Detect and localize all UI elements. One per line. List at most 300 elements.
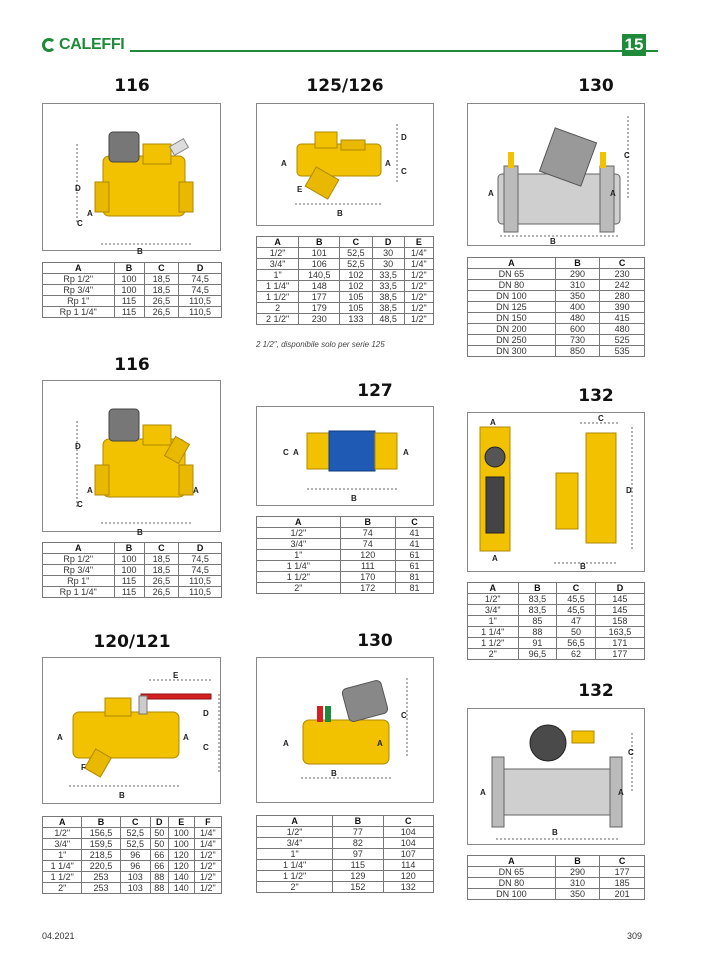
dim-label-e: E (173, 671, 179, 680)
table-row (43, 883, 222, 894)
dim-label-d: D (401, 133, 407, 142)
table-cell: 88 (150, 883, 168, 894)
logo-mark-icon (42, 38, 56, 52)
table-row (468, 346, 645, 357)
table-cell: Rp 1 1/4" (43, 587, 115, 598)
column-header: B (114, 543, 144, 554)
table-cell: 177 (299, 292, 340, 303)
table-cell: 45,5 (557, 605, 596, 616)
table-cell: 91 (518, 638, 557, 649)
product-title: 130 (578, 76, 614, 96)
dim-label-a: A (488, 189, 494, 198)
table-cell: DN 65 (468, 867, 556, 878)
table-cell: 730 (555, 335, 600, 346)
dim-label-d: D (75, 442, 81, 451)
column-header: C (144, 543, 179, 554)
dim-label-c: C (77, 219, 83, 228)
table-row (257, 528, 434, 539)
table-cell: 1/2" (194, 850, 221, 861)
column-header: D (595, 583, 644, 594)
table-cell: 110,5 (179, 576, 222, 587)
column-header: C (557, 583, 596, 594)
table-cell: 145 (595, 594, 644, 605)
dim-label-c: C (203, 743, 209, 752)
dim-label-a: A (490, 418, 496, 427)
table-row (43, 274, 222, 285)
table-cell: DN 300 (468, 346, 556, 357)
column-header: B (518, 583, 557, 594)
table-cell: 50 (150, 839, 168, 850)
table-cell: 114 (383, 860, 433, 871)
table-cell: 50 (150, 828, 168, 839)
dim-label-a: A (293, 448, 299, 457)
footer-date: 04.2021 (42, 931, 75, 941)
table-cell: 179 (299, 303, 340, 314)
table-cell: 390 (600, 302, 645, 313)
column-header: E (168, 817, 194, 828)
table-row (257, 882, 434, 893)
table-cell: Rp 1" (43, 296, 115, 307)
dim-label-a: A (480, 788, 486, 797)
dim-label-b: B (580, 562, 586, 571)
table-cell: Rp 1 1/4" (43, 307, 115, 318)
product-title: 132 (578, 386, 614, 406)
table-cell: 525 (600, 335, 645, 346)
column-header: F (194, 817, 221, 828)
product-title: 125/126 (306, 76, 384, 96)
table-cell: 38,5 (372, 303, 404, 314)
table-row (43, 576, 222, 587)
dim-label-f: F (81, 763, 86, 772)
table-cell: 115 (114, 576, 144, 587)
table-row (468, 335, 645, 346)
table-cell: 2 1/2" (257, 314, 299, 325)
dim-label-a: A (281, 159, 287, 168)
table-cell: 253 (82, 872, 120, 883)
flanged-meter-drawing-132 (467, 708, 645, 845)
table-row (468, 280, 645, 291)
table-cell: 1" (257, 550, 341, 561)
column-header: C (600, 856, 645, 867)
table-cell: 85 (518, 616, 557, 627)
table-cell: 103 (120, 872, 150, 883)
dim-label-a: A (87, 209, 93, 218)
table-row (468, 324, 645, 335)
table-row (468, 867, 645, 878)
table-row (43, 828, 222, 839)
table-cell: DN 125 (468, 302, 556, 313)
table-cell: 170 (340, 572, 395, 583)
table-cell: 133 (340, 314, 372, 325)
table-cell: 115 (333, 860, 383, 871)
column-header: B (299, 237, 340, 248)
dim-label-a2: A (492, 554, 498, 563)
table-cell: 52,5 (120, 828, 150, 839)
dim-label-b: B (331, 769, 337, 778)
table-cell: 280 (600, 291, 645, 302)
valve-drawing-130b (256, 657, 434, 803)
dim-label-d: D (75, 184, 81, 193)
table-cell: 115 (114, 587, 144, 598)
column-header: D (372, 237, 404, 248)
table-cell: 1/4" (404, 259, 433, 270)
table-cell: 1" (43, 850, 82, 861)
table-cell: DN 65 (468, 269, 556, 280)
table-cell: 74,5 (179, 554, 222, 565)
column-header: C (120, 817, 150, 828)
dim-label-e: E (297, 185, 303, 194)
table-cell: 3/4" (468, 605, 519, 616)
table-cell: 18,5 (144, 274, 179, 285)
dim-label-a2: A (610, 189, 616, 198)
section-badge: 15 (622, 34, 646, 56)
table-cell: 52,5 (120, 839, 150, 850)
dim-label-c: C (77, 500, 83, 509)
table-cell: 2" (43, 883, 82, 894)
table-row (43, 565, 222, 576)
table-cell: DN 200 (468, 324, 556, 335)
table-row (468, 291, 645, 302)
table-cell: 1/2" (194, 861, 221, 872)
table-cell: 52,5 (340, 259, 372, 270)
table-row (468, 594, 645, 605)
column-header: B (555, 856, 600, 867)
product-title: 116 (114, 355, 150, 375)
valve-drawing-116a (42, 103, 221, 256)
table-row (43, 554, 222, 565)
table-cell: 140 (168, 883, 194, 894)
table-cell: 104 (383, 827, 433, 838)
table-cell: 62 (557, 649, 596, 660)
table-cell: 3/4" (43, 839, 82, 850)
product-title: 120/121 (93, 632, 171, 652)
table-cell: 100 (114, 554, 144, 565)
table-cell: 1 1/2" (257, 572, 341, 583)
table-row (257, 292, 434, 303)
table-cell: 83,5 (518, 594, 557, 605)
table-cell: 105 (340, 292, 372, 303)
dimension-table (467, 257, 645, 357)
dim-label-a2: A (193, 486, 199, 495)
table-cell: 1 1/2" (468, 638, 519, 649)
table-row (257, 248, 434, 259)
table-row (43, 850, 222, 861)
availability-note: 2 1/2", disponibile solo per serie 125 (256, 340, 385, 349)
table-row (468, 616, 645, 627)
table-cell: DN 80 (468, 280, 556, 291)
strainer-drawing-125-126 (256, 103, 434, 226)
dim-label-b: B (351, 494, 357, 503)
table-row (468, 302, 645, 313)
table-row (43, 307, 222, 318)
table-cell: 50 (557, 627, 596, 638)
table-cell: 26,5 (144, 296, 179, 307)
table-cell: 2" (468, 649, 519, 660)
column-header: A (468, 258, 556, 269)
header-rule (130, 50, 658, 52)
table-cell: 102 (340, 281, 372, 292)
table-cell: 100 (168, 828, 194, 839)
table-cell: 1/2" (257, 827, 333, 838)
column-header: A (43, 263, 115, 274)
table-row (43, 285, 222, 296)
table-cell: 3/4" (257, 259, 299, 270)
product-title: 132 (578, 681, 614, 701)
table-cell: 201 (600, 889, 645, 900)
dimension-table (467, 855, 645, 900)
dimension-table (467, 582, 645, 660)
column-header: C (600, 258, 645, 269)
table-cell: Rp 3/4" (43, 285, 115, 296)
table-cell: 96 (120, 861, 150, 872)
column-header: C (383, 816, 433, 827)
table-cell: 52,5 (340, 248, 372, 259)
page-header (42, 34, 647, 58)
column-header: C (395, 517, 433, 528)
table-cell: 88 (150, 872, 168, 883)
dim-label-c: C (401, 711, 407, 720)
table-cell: 1/2" (194, 872, 221, 883)
table-row (257, 583, 434, 594)
table-cell: 172 (340, 583, 395, 594)
table-cell: 47 (557, 616, 596, 627)
table-cell: 129 (333, 871, 383, 882)
table-cell: 171 (595, 638, 644, 649)
valve-drawing-127 (256, 406, 434, 506)
table-cell: 74,5 (179, 274, 222, 285)
column-header: A (43, 543, 115, 554)
table-cell: 2" (257, 583, 341, 594)
table-row (468, 638, 645, 649)
table-cell: 1 1/4" (468, 627, 519, 638)
dim-label-d: D (626, 486, 632, 495)
table-cell: 158 (595, 616, 644, 627)
column-header: D (179, 543, 222, 554)
dim-label-d: D (203, 709, 209, 718)
table-cell: 400 (555, 302, 600, 313)
table-row (468, 627, 645, 638)
caleffi-logo (42, 36, 124, 54)
dimension-table (256, 516, 434, 594)
table-cell: 1/2" (194, 883, 221, 894)
dimension-table (42, 816, 222, 894)
dim-label-b: B (337, 209, 343, 218)
table-cell: 111 (340, 561, 395, 572)
table-cell: 1/2" (404, 303, 433, 314)
table-cell: 1/2" (257, 528, 341, 539)
column-header: B (333, 816, 383, 827)
table-cell: 103 (120, 883, 150, 894)
table-cell: 66 (150, 850, 168, 861)
dim-label-c: C (624, 151, 630, 160)
flanged-valve-drawing-130 (467, 103, 645, 246)
column-header: C (340, 237, 372, 248)
table-cell: 230 (600, 269, 645, 280)
table-cell: Rp 1/2" (43, 554, 115, 565)
table-cell: 82 (333, 838, 383, 849)
table-cell: 30 (372, 259, 404, 270)
table-cell: 1" (257, 270, 299, 281)
table-row (43, 296, 222, 307)
valve-drawing-120-121 (42, 657, 221, 804)
table-cell: 77 (333, 827, 383, 838)
dim-label-b: B (119, 791, 125, 800)
table-cell: 1 1/4" (43, 861, 82, 872)
table-cell: 185 (600, 878, 645, 889)
table-cell: 152 (333, 882, 383, 893)
table-cell: 2" (257, 882, 333, 893)
table-cell: 242 (600, 280, 645, 291)
table-cell: 45,5 (557, 594, 596, 605)
table-cell: 120 (168, 861, 194, 872)
column-header: D (150, 817, 168, 828)
table-cell: Rp 3/4" (43, 565, 115, 576)
table-cell: 74,5 (179, 565, 222, 576)
table-cell: 159,5 (82, 839, 120, 850)
table-row (468, 878, 645, 889)
dimension-table (42, 262, 222, 318)
brand-name: CALEFFI (59, 36, 125, 53)
table-cell: 110,5 (179, 296, 222, 307)
table-cell: 1/2" (404, 292, 433, 303)
dim-label-a: A (283, 739, 289, 748)
table-cell: 1 1/4" (257, 281, 299, 292)
product-title: 127 (357, 381, 393, 401)
table-row (257, 871, 434, 882)
column-header: A (468, 856, 556, 867)
table-row (468, 649, 645, 660)
dim-label-c: C (598, 414, 604, 423)
table-cell: 100 (168, 839, 194, 850)
table-cell: 1/4" (194, 828, 221, 839)
dim-label-a2: A (377, 739, 383, 748)
table-cell: 102 (340, 270, 372, 281)
table-cell: 415 (600, 313, 645, 324)
table-cell: 1 1/4" (257, 860, 333, 871)
table-cell: 253 (82, 883, 120, 894)
dim-label-a: A (87, 486, 93, 495)
table-cell: 61 (395, 550, 433, 561)
table-cell: 18,5 (144, 554, 179, 565)
table-cell: 33,5 (372, 270, 404, 281)
table-row (257, 572, 434, 583)
table-cell: 41 (395, 539, 433, 550)
table-row (43, 872, 222, 883)
table-cell: 140,5 (299, 270, 340, 281)
table-cell: 310 (555, 878, 600, 889)
table-cell: 1/2" (257, 248, 299, 259)
dim-label-b: B (137, 247, 143, 256)
table-cell: 220,5 (82, 861, 120, 872)
table-cell: 148 (299, 281, 340, 292)
table-cell: 1/2" (404, 270, 433, 281)
table-cell: 350 (555, 889, 600, 900)
table-cell: 38,5 (372, 292, 404, 303)
table-cell: 74 (340, 528, 395, 539)
table-cell: 105 (340, 303, 372, 314)
table-cell: 74 (340, 539, 395, 550)
column-header: A (257, 237, 299, 248)
table-cell: 104 (383, 838, 433, 849)
table-cell: 1/2" (468, 594, 519, 605)
table-cell: 140 (168, 872, 194, 883)
table-cell: 83,5 (518, 605, 557, 616)
table-cell: 81 (395, 572, 433, 583)
table-cell: 26,5 (144, 576, 179, 587)
table-cell: 480 (600, 324, 645, 335)
table-cell: 66 (150, 861, 168, 872)
table-cell: 56,5 (557, 638, 596, 649)
table-cell: 48,5 (372, 314, 404, 325)
table-row (257, 860, 434, 871)
table-cell: 96,5 (518, 649, 557, 660)
table-cell: 88 (518, 627, 557, 638)
dim-label-a2: A (403, 448, 409, 457)
table-cell: 230 (299, 314, 340, 325)
column-header: B (555, 258, 600, 269)
table-row (468, 269, 645, 280)
table-row (257, 270, 434, 281)
table-row (257, 281, 434, 292)
table-row (257, 259, 434, 270)
table-cell: 120 (168, 850, 194, 861)
table-cell: 100 (114, 285, 144, 296)
table-cell: 132 (383, 882, 433, 893)
table-cell: 1/4" (404, 248, 433, 259)
dim-label-c: C (283, 448, 289, 457)
column-header: E (404, 237, 433, 248)
dimension-table (256, 815, 434, 893)
table-cell: 41 (395, 528, 433, 539)
table-cell: 101 (299, 248, 340, 259)
dimension-table (42, 542, 222, 598)
dim-label-a2: A (183, 733, 189, 742)
table-cell: 290 (555, 867, 600, 878)
dim-label-a2: A (385, 159, 391, 168)
table-cell: 97 (333, 849, 383, 860)
table-cell: 115 (114, 307, 144, 318)
table-cell: 1/2" (404, 314, 433, 325)
table-row (257, 838, 434, 849)
table-cell: Rp 1/2" (43, 274, 115, 285)
dim-label-c: C (628, 748, 634, 757)
table-row (257, 314, 434, 325)
dim-label-c: C (401, 167, 407, 176)
product-title: 116 (114, 76, 150, 96)
table-cell: 310 (555, 280, 600, 291)
table-cell: 3/4" (257, 838, 333, 849)
column-header: B (114, 263, 144, 274)
table-cell: 110,5 (179, 307, 222, 318)
table-cell: 115 (114, 296, 144, 307)
table-cell: 600 (555, 324, 600, 335)
table-row (468, 889, 645, 900)
table-cell: 18,5 (144, 565, 179, 576)
table-cell: DN 150 (468, 313, 556, 324)
table-cell: DN 80 (468, 878, 556, 889)
table-cell: 535 (600, 346, 645, 357)
table-row (257, 550, 434, 561)
table-cell: 850 (555, 346, 600, 357)
table-cell: 61 (395, 561, 433, 572)
column-header: A (43, 817, 82, 828)
dim-label-b: B (552, 828, 558, 837)
column-header: B (82, 817, 120, 828)
table-cell: 1/4" (194, 839, 221, 850)
table-cell: 350 (555, 291, 600, 302)
table-cell: 26,5 (144, 587, 179, 598)
table-cell: 163,5 (595, 627, 644, 638)
